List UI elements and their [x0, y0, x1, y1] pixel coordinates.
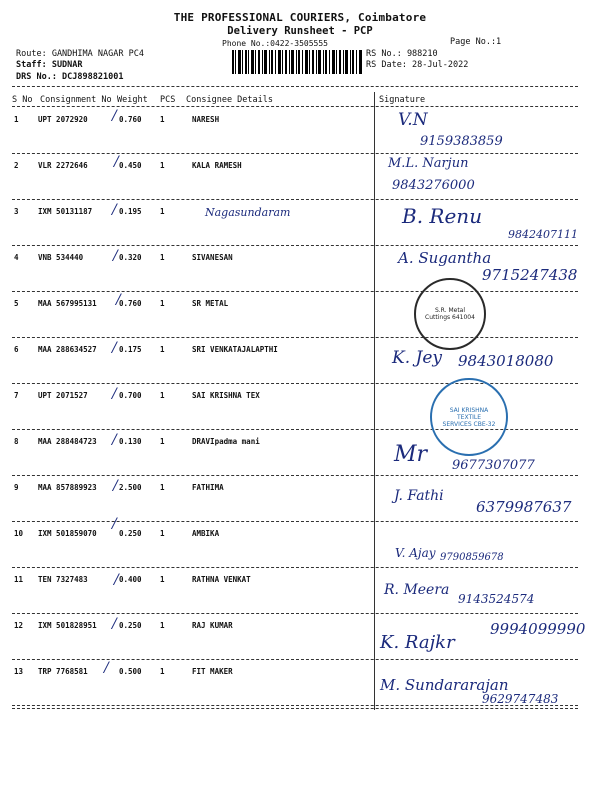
row-pcs: 1: [160, 161, 165, 170]
row-sno: 7: [14, 391, 19, 400]
drs-number: DRS No.: DCJ898821001: [16, 72, 124, 82]
row-pcs: 1: [160, 207, 165, 216]
table-row: [0, 338, 600, 384]
row-weight: 0.450: [119, 161, 142, 170]
row-weight: 0.175: [119, 345, 142, 354]
row-pcs: 1: [160, 299, 165, 308]
company-title: THE PROFESSIONAL COURIERS, Coimbatore: [173, 11, 427, 24]
table-row: [0, 292, 600, 338]
row-pcs: 1: [160, 483, 165, 492]
row-consignment: MAA 857889923: [38, 483, 97, 492]
row-pcs: 1: [160, 529, 165, 538]
row-consignment: IXM 501828951: [38, 621, 97, 630]
row-phone: 9994099990: [490, 620, 586, 638]
check-mark-icon: /: [112, 516, 117, 532]
check-mark-icon: /: [114, 154, 119, 170]
row-consignee: SAI KRISHNA TEX: [192, 391, 260, 400]
row-pcs: 1: [160, 575, 165, 584]
row-consignee: SR METAL: [192, 299, 229, 308]
header-rule: [12, 106, 578, 107]
row-weight: 0.250: [119, 529, 142, 538]
row-phone: 9843018080: [458, 352, 554, 370]
row-consignee: SIVANESAN: [192, 253, 233, 262]
row-consignment: MAA 567995131: [38, 299, 97, 308]
row-weight: 0.400: [119, 575, 142, 584]
col-signature: Signature: [379, 95, 426, 105]
route-label: Route: GANDHIMA NAGAR PC4: [16, 49, 144, 59]
row-consignee: AMBIKA: [192, 529, 220, 538]
row-signature: J. Fathi: [394, 488, 444, 504]
table-row: [0, 660, 600, 706]
check-mark-icon: /: [112, 616, 117, 632]
col-consignee: Consignee Details: [186, 95, 273, 105]
row-weight: 0.250: [119, 621, 142, 630]
stamp-text: SAI KRISHNA TEXTILE SERVICES CBE-32: [442, 406, 496, 428]
row-consignee: FATHIMA: [192, 483, 224, 492]
row-consignee: NARESH: [192, 115, 220, 124]
row-signature: V.N: [398, 110, 428, 130]
row-consignment: VLR 2272646: [38, 161, 88, 170]
textile-stamp: [430, 378, 508, 456]
row-consignment: IXM 50131187: [38, 207, 93, 216]
row-pcs: 1: [160, 115, 165, 124]
row-signature: R. Meera: [384, 582, 450, 598]
row-sno: 10: [14, 529, 24, 538]
table-row: [0, 430, 600, 476]
table-row: [0, 108, 600, 154]
table-bottom-rule: [12, 708, 578, 709]
check-mark-icon: /: [112, 432, 117, 448]
col-consignment: Consignment No: [40, 95, 112, 105]
row-phone: 9843276000: [392, 178, 475, 193]
row-phone: 9715247438: [482, 266, 578, 284]
check-mark-icon: /: [104, 660, 109, 676]
row-consignee: DRAVIpadma mani: [192, 437, 260, 446]
table-row: [0, 476, 600, 522]
row-sno: 9: [14, 483, 19, 492]
row-weight: 0.700: [119, 391, 142, 400]
table-top-rule: [12, 86, 578, 87]
row-pcs: 1: [160, 391, 165, 400]
col-pcs: PCS: [160, 95, 176, 105]
row-sno: 12: [14, 621, 24, 630]
row-consignee: RATHNA VENKAT: [192, 575, 251, 584]
row-consignee: KALA RAMESH: [192, 161, 242, 170]
row-consignee: RAJ KUMAR: [192, 621, 233, 630]
row-phone: 6379987637: [476, 498, 572, 516]
row-weight: 2.500: [119, 483, 142, 492]
row-consignment: MAA 288634527: [38, 345, 97, 354]
check-mark-icon: /: [113, 478, 118, 494]
row-sno: 11: [14, 575, 24, 584]
row-consignment: UPT 2072920: [38, 115, 88, 124]
row-signature: K. Jey: [392, 348, 442, 368]
row-sno: 2: [14, 161, 19, 170]
row-weight: 0.195: [119, 207, 142, 216]
barcode-image: [232, 50, 362, 74]
row-phone: 9143524574: [458, 592, 535, 606]
table-row: [0, 614, 600, 660]
phone-number: Phone No.:0422-3505555: [222, 39, 328, 48]
row-sno: 1: [14, 115, 19, 124]
table-row: [0, 568, 600, 614]
row-sno: 6: [14, 345, 19, 354]
row-consignment: MAA 288484723: [38, 437, 97, 446]
row-signature: M.L. Narjun: [388, 156, 469, 171]
row-signature: A. Sugantha: [398, 249, 492, 267]
staff-label: Staff: SUDNAR: [16, 60, 83, 70]
row-consignment: TRP 7768581: [38, 667, 88, 676]
row-consignment: IXM 501859070: [38, 529, 97, 538]
table-row: [0, 200, 600, 246]
row-phone: 9842407111: [508, 228, 578, 241]
row-consignee: SRI VENKATAJALAPTHI: [192, 345, 278, 354]
row-signature: M. Sundararajan: [380, 676, 509, 694]
check-mark-icon: /: [112, 386, 117, 402]
page-number: Page No.:1: [450, 37, 502, 47]
row-weight: 0.760: [119, 299, 142, 308]
row-signature: K. Rajkr: [380, 632, 455, 653]
row-weight: 0.760: [119, 115, 142, 124]
row-consignee: Nagasundaram: [205, 206, 291, 219]
check-mark-icon: /: [112, 340, 117, 356]
table-row: [0, 154, 600, 200]
row-pcs: 1: [160, 621, 165, 630]
row-sno: 13: [14, 667, 24, 676]
sr-metal-stamp: [414, 278, 486, 350]
row-signature: Mr: [394, 442, 428, 467]
row-phone: 9677307077: [452, 458, 535, 473]
row-pcs: 1: [160, 253, 165, 262]
row-sno: 8: [14, 437, 19, 446]
row-pcs: 1: [160, 437, 165, 446]
check-mark-icon: /: [116, 292, 121, 308]
row-weight: 0.500: [119, 667, 142, 676]
row-signature: B. Renu: [402, 204, 483, 228]
table-row: [0, 384, 600, 430]
rs-date: RS Date: 28-Jul-2022: [366, 60, 469, 70]
row-consignment: VNB 534440: [38, 253, 84, 262]
check-mark-icon: /: [114, 572, 119, 588]
check-mark-icon: /: [113, 248, 118, 264]
row-weight: 0.130: [119, 437, 142, 446]
check-mark-icon: /: [112, 108, 117, 124]
stamp-text: S.R. Metal Cuttings 641004: [425, 307, 475, 321]
col-weight: Weight: [117, 95, 148, 105]
row-rule: [12, 705, 578, 706]
row-phone: 9790859678: [440, 552, 504, 563]
row-consignment: UPT 2071527: [38, 391, 88, 400]
col-sno: S No: [12, 95, 33, 105]
row-consignee: FIT MAKER: [192, 667, 233, 676]
row-signature: V. Ajay: [395, 546, 436, 560]
check-mark-icon: /: [112, 202, 117, 218]
runsheet-title: Delivery Runsheet - PCP: [227, 25, 373, 37]
row-phone: 9629747483: [482, 692, 559, 706]
table-row: [0, 522, 600, 568]
row-sno: 4: [14, 253, 19, 262]
row-sno: 3: [14, 207, 19, 216]
row-consignment: TEN 7327483: [38, 575, 88, 584]
row-sno: 5: [14, 299, 19, 308]
row-pcs: 1: [160, 345, 165, 354]
row-weight: 0.320: [119, 253, 142, 262]
row-phone: 9159383859: [420, 134, 503, 149]
row-pcs: 1: [160, 667, 165, 676]
rs-number: RS No.: 988210: [366, 49, 438, 59]
table-row: [0, 246, 600, 292]
